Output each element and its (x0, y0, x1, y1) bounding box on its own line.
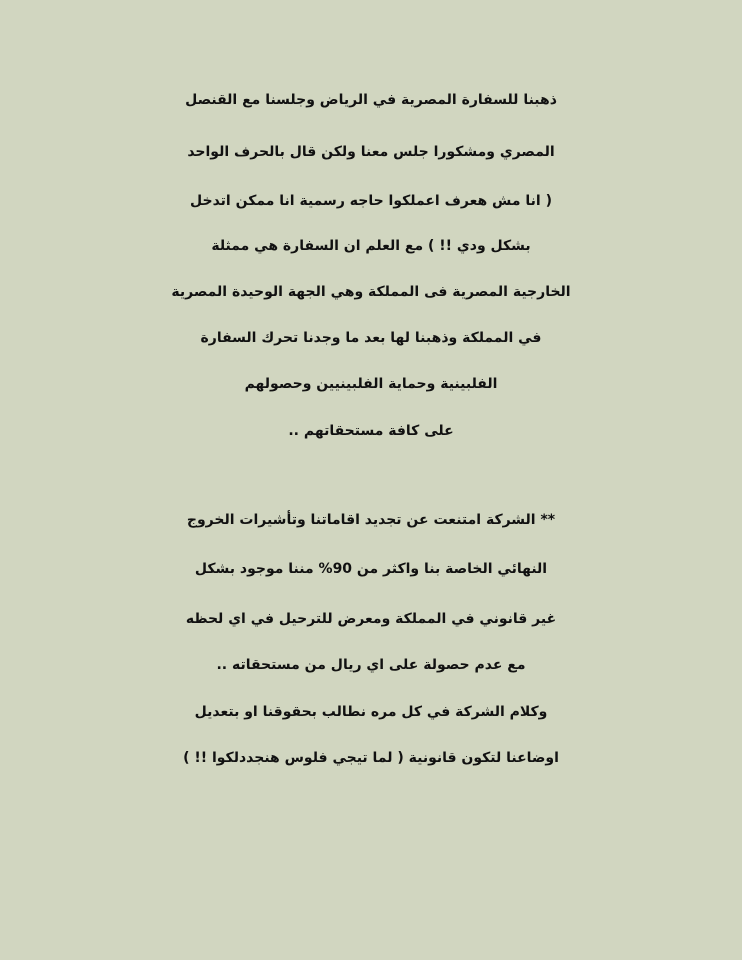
text-line: غير قانوني في المملكة ومعرض للترحيل في اي لحظه (185, 611, 557, 627)
text-line: على كافة مستحقاتهم .. (288, 423, 454, 439)
text-line: في المملكة وذهبنا لها بعد ما وجدنا تحرك السفارة (200, 330, 542, 346)
text-line: النهائي الخاصة بنا واكثر من 90% مننا موجود بشكل (194, 561, 548, 577)
text-line: ** الشركة امتنعت عن تجديد اقاماتنا وتأشيرات الخروج (186, 512, 556, 528)
text-line: الفلبينية وحماية الفلبينيين وحصولهم (244, 376, 498, 392)
text-line: اوضاعنا لتكون قانونية ( لما تيجي فلوس هنجددلكوا !! ) (183, 750, 559, 766)
text-line: بشكل ودي !! ) مع العلم ان السفارة هي ممثلة (211, 238, 531, 254)
text-line: المصري ومشكورا جلس معنا ولكن قال بالحرف الواحد (187, 144, 555, 160)
text-line: الخارجية المصرية فى المملكة وهي الجهة الوحيدة المصرية (171, 284, 571, 300)
text-line: مع عدم حصولة على اي ريال من مستحقاته .. (216, 657, 526, 673)
text-line: ذهبنا للسفارة المصرية في الرياض وجلسنا مع القنصل (185, 92, 557, 108)
text-line: وكلام الشركة في كل مره نطالب بحقوقنا او بتعديل (194, 704, 548, 720)
text-line: ( انا مش هعرف اعملكوا حاجه رسمية انا ممكن اتدخل (190, 193, 552, 209)
